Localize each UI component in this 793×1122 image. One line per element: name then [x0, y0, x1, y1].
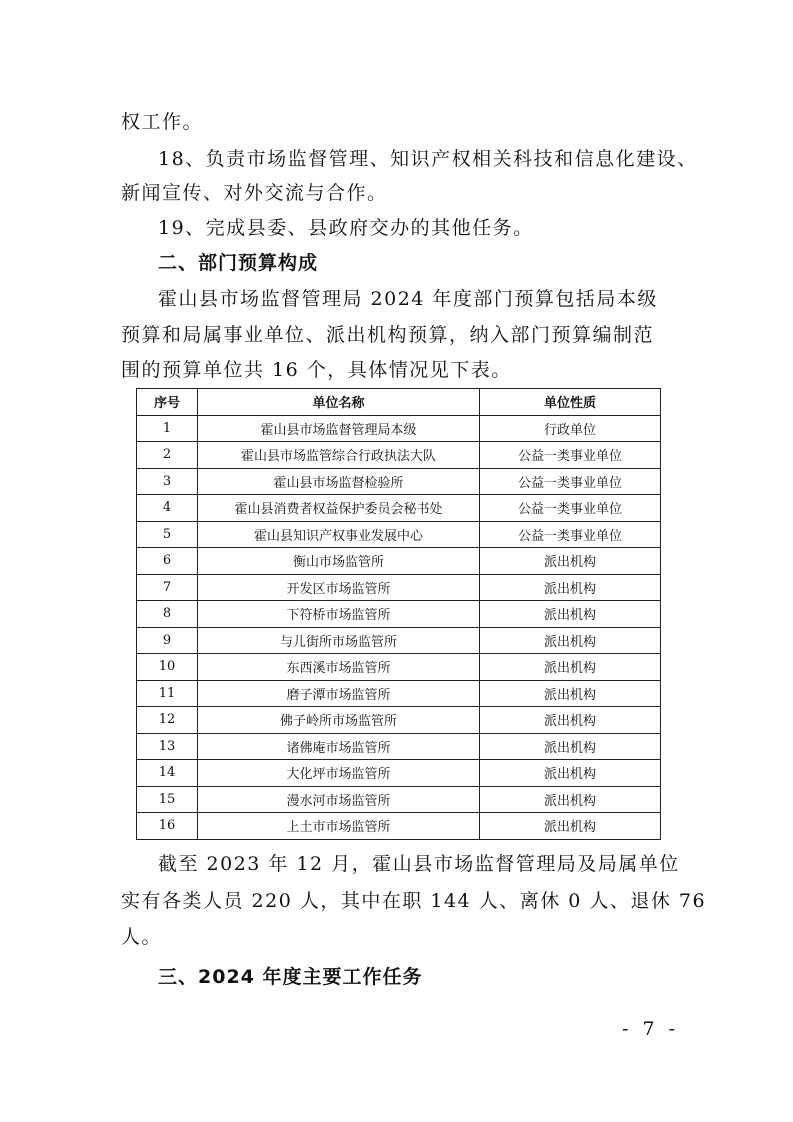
row-unit-name: 霍山县市场监督检验所 — [198, 468, 480, 495]
row-unit-type: 派出机构 — [480, 733, 661, 760]
section2-line3: 围的预算单位共 16 个，具体情况见下表。 — [121, 359, 512, 381]
table-row — [137, 707, 661, 734]
row-unit-type: 派出机构 — [480, 654, 661, 681]
paragraph-end: 权工作。 — [121, 111, 204, 133]
row-unit-type: 派出机构 — [480, 574, 661, 601]
table-row — [137, 654, 661, 681]
table-row — [137, 813, 661, 840]
row-unit-name: 磨子潭市场监管所 — [198, 680, 480, 707]
budget-units-table — [136, 388, 661, 840]
paragraph-19: 19、完成县委、县政府交办的其他任务。 — [158, 217, 534, 239]
row-unit-type: 公益一类事业单位 — [480, 468, 661, 495]
row-index: 16 — [137, 813, 198, 840]
table-row — [137, 574, 661, 601]
row-unit-name: 霍山县市场监管综合行政执法大队 — [198, 442, 480, 469]
row-index: 10 — [137, 654, 198, 681]
table-header-row — [137, 389, 661, 416]
row-unit-name: 漫水河市场监管所 — [198, 786, 480, 813]
table-row — [137, 548, 661, 575]
row-unit-type: 派出机构 — [480, 601, 661, 628]
row-unit-type: 派出机构 — [480, 786, 661, 813]
row-index: 2 — [137, 442, 198, 469]
staff-line3: 人。 — [121, 926, 163, 948]
section2-heading: 二、部门预算构成 — [158, 252, 319, 274]
row-unit-type: 派出机构 — [480, 680, 661, 707]
section2-line2: 预算和局属事业单位、派出机构预算，纳入部门预算编制范 — [121, 324, 655, 346]
table-row — [137, 733, 661, 760]
table-row — [137, 521, 661, 548]
row-unit-name: 开发区市场监管所 — [198, 574, 480, 601]
row-unit-type: 派出机构 — [480, 813, 661, 840]
row-index: 5 — [137, 521, 198, 548]
row-unit-name: 霍山县知识产权事业发展中心 — [198, 521, 480, 548]
header-index: 序号 — [137, 389, 198, 416]
row-unit-type: 派出机构 — [480, 760, 661, 787]
row-unit-type: 公益一类事业单位 — [480, 495, 661, 522]
staff-line2: 实有各类人员 220 人，其中在职 144 人、离休 0 人、退休 76 — [121, 890, 707, 912]
section2-line1: 霍山县市场监督管理局 2024 年度部门预算包括局本级 — [158, 288, 658, 310]
row-unit-name: 霍山县消费者权益保护委员会秘书处 — [198, 495, 480, 522]
row-index: 8 — [137, 601, 198, 628]
row-unit-name: 佛子岭所市场监管所 — [198, 707, 480, 734]
row-index: 7 — [137, 574, 198, 601]
row-index: 15 — [137, 786, 198, 813]
row-unit-name: 大化坪市场监管所 — [198, 760, 480, 787]
row-index: 14 — [137, 760, 198, 787]
paragraph-18-line1: 18、负责市场监督管理、知识产权相关科技和信息化建设、 — [158, 148, 698, 170]
row-unit-name: 与儿街所市场监管所 — [198, 627, 480, 654]
row-index: 6 — [137, 548, 198, 575]
row-unit-name: 衡山市场监管所 — [198, 548, 480, 575]
row-unit-name: 下符桥市场监管所 — [198, 601, 480, 628]
staff-line1: 截至 2023 年 12 月，霍山县市场监督管理局及局属单位 — [158, 853, 680, 875]
table-row — [137, 442, 661, 469]
row-unit-type: 公益一类事业单位 — [480, 442, 661, 469]
table-row — [137, 786, 661, 813]
table-row — [137, 680, 661, 707]
paragraph-18-line2: 新闻宣传、对外交流与合作。 — [121, 182, 388, 204]
header-unit-name: 单位名称 — [198, 389, 480, 416]
row-index: 4 — [137, 495, 198, 522]
row-unit-type: 行政单位 — [480, 415, 661, 442]
row-unit-type: 派出机构 — [480, 548, 661, 575]
table-row — [137, 415, 661, 442]
page-number: - 7 - — [622, 1018, 680, 1040]
row-unit-type: 公益一类事业单位 — [480, 521, 661, 548]
row-unit-name: 上土市市场监管所 — [198, 813, 480, 840]
row-index: 11 — [137, 680, 198, 707]
table-row — [137, 627, 661, 654]
row-unit-name: 东西溪市场监管所 — [198, 654, 480, 681]
row-unit-name: 诸佛庵市场监管所 — [198, 733, 480, 760]
table-row — [137, 760, 661, 787]
table-row — [137, 601, 661, 628]
row-unit-name: 霍山县市场监督管理局本级 — [198, 415, 480, 442]
table-row — [137, 468, 661, 495]
section3-heading: 三、2024 年度主要工作任务 — [158, 966, 423, 988]
row-index: 12 — [137, 707, 198, 734]
row-unit-type: 派出机构 — [480, 707, 661, 734]
row-index: 1 — [137, 415, 198, 442]
row-index: 9 — [137, 627, 198, 654]
row-index: 13 — [137, 733, 198, 760]
row-index: 3 — [137, 468, 198, 495]
table-row — [137, 495, 661, 522]
row-unit-type: 派出机构 — [480, 627, 661, 654]
header-unit-type: 单位性质 — [480, 389, 661, 416]
